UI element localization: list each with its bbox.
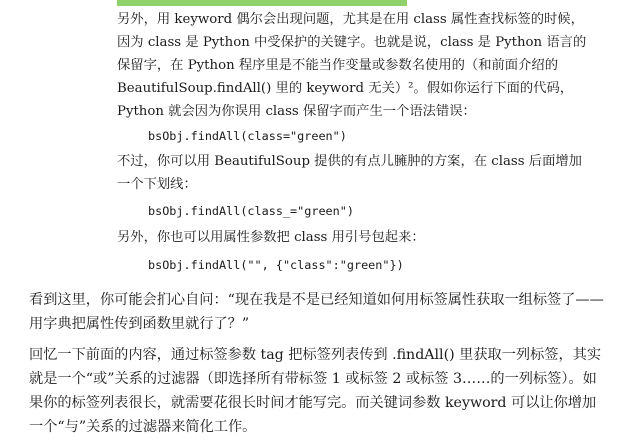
paragraph-class-keyword-issue: 另外，用 keyword 偶尔会出现问题，尤其是在用 class 属性查找标签的时候，因为 class 是 Python 中受保护的关键字。也就是说，class 是 Python 语言的保留字，在 Python 程序里是不能当作变量或参数名使用的（和前面介绍的 BeautifulSoup.findAll() 里的 keyword 无关）²。假如你运行下面的代码，Python 就会因为你误用 class 保留字而产生一个语法错误： [117, 12, 587, 119]
code-example-class-quoted: bsObj.findAll("", {"class":"green"}) [148, 258, 404, 272]
code-example-class-underscore: bsObj.findAll(class_="green") [148, 204, 354, 218]
text-highlight [117, 0, 407, 6]
paragraph-quote-solution: 另外，你也可以用属性参数把 class 用引号包起来： [117, 230, 425, 245]
paragraph-self-question: 看到这里，你可能会扪心自问：“现在我是不是已经知道如何用标签属性获取一组标签了——用字典把属性传到函数里就行了？” [29, 292, 604, 332]
paragraph-or-and-filters: 回忆一下前面的内容，通过标签参数 tag 把标签列表传到 .findAll() 里获取一列标签，其实就是一个“或”关系的过滤器（即选择所有带标签 1 或标签 2 或标签 3……的一列标签）。如果你的标签列表很长，就需要花很长时间才能写完。而关键词参数 keyword 可以让你增加一个“与”关系的过滤器来简化工作。 [29, 347, 602, 435]
paragraph-underscore-solution: 不过，你可以用 BeautifulSoup 提供的有点儿臃肿的方案，在 class 后面增加一个下划线： [117, 154, 582, 192]
code-example-class-error: bsObj.findAll(class="green") [148, 129, 347, 143]
